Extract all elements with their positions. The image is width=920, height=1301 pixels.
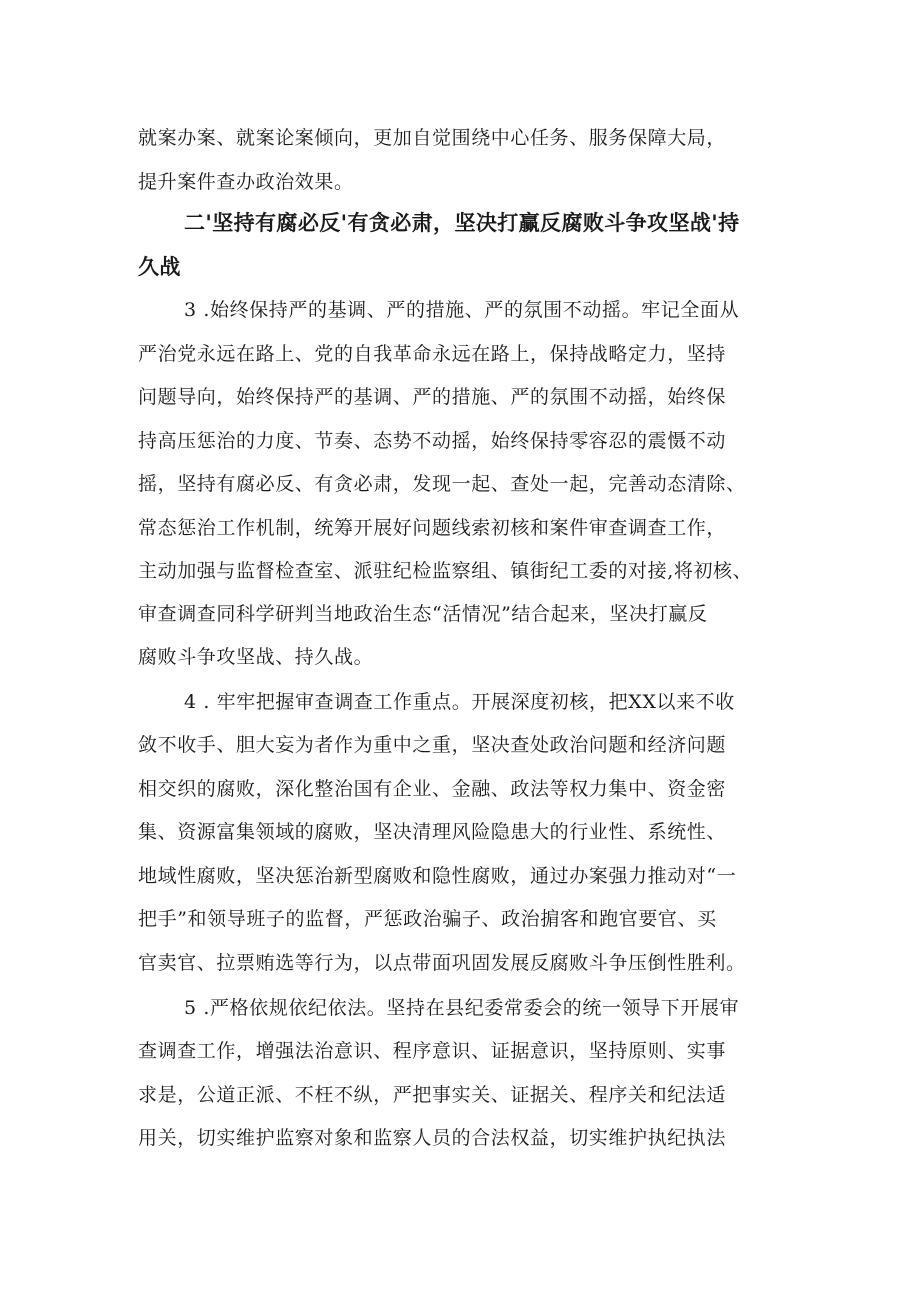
item4-line-6: 把手”和领导班子的监督，严惩政治骗子、政治掮客和跑官要官、买 xyxy=(138,908,717,930)
item4-line-7: 官卖官、拉票贿选等行为，以点带面巩固发展反腐败斗争压倒性胜利。 xyxy=(138,952,746,974)
item3-line-8: 审查调查同科学研判当地政治生态“活情况”结合起来，坚决打赢反 xyxy=(138,603,708,625)
item3-line-7: 主动加强与监督检查室、派驻纪检监察组、镇街纪工委的对接,将初核、 xyxy=(138,560,753,582)
item3-line-1: 3 .始终保持严的基调、严的措施、严的氛围不动摇。牢记全面从 xyxy=(184,299,740,321)
item4-line-4: 集、资源富集领域的腐败，坚决清理风险隐患大的行业性、系统性、 xyxy=(138,821,727,843)
item4-line-5: 地域性腐败，坚决惩治新型腐败和隐性腐败，通过办案强力推动对“一 xyxy=(138,865,737,887)
item4-line-2: 敛不收手、胆大妄为者作为重中之重，坚决查处政治问题和经济问题 xyxy=(138,734,727,756)
item5-line-3: 求是，公道正派、不枉不纵，严把事实关、证据关、程序关和纪法适 xyxy=(138,1084,727,1106)
item3-line-4: 持高压惩治的力度、节奏、态势不动摇，始终保持零容忍的震慑不动 xyxy=(138,430,727,452)
item4-line-1: 4 . 牢牢把握审查调查工作重点。开展深度初核，把XX以来不收 xyxy=(184,691,735,713)
item3-line-9: 腐败斗争攻坚战、持久战。 xyxy=(138,646,374,668)
intro-line-2: 提升案件查办政治效果。 xyxy=(138,171,354,193)
intro-line-1: 就案办案、就案论案倾向，更加自觉围绕中心任务、服务保障大局， xyxy=(138,127,727,149)
section-heading-line-2: 久战 xyxy=(138,255,181,279)
item5-line-4: 用关，切实维护监察对象和监察人员的合法权益，切实维护执纪执法 xyxy=(138,1127,727,1149)
item3-line-5: 摇，坚持有腐必反、有贪必肃，发现一起、查处一起，完善动态清除、 xyxy=(138,473,746,495)
section-heading-line-1: 二'坚持有腐必反'有贪必肃，坚决打赢反腐败斗争攻坚战'持 xyxy=(184,211,740,235)
item4-line-3: 相交织的腐败，深化整治国有企业、金融、政法等权力集中、资金密 xyxy=(138,778,727,800)
item5-line-2: 查调查工作，增强法治意识、程序意识、证据意识，坚持原则、实事 xyxy=(138,1040,727,1062)
item3-line-2: 严治党永远在路上、党的自我革命永远在路上，保持战略定力，坚持 xyxy=(138,343,727,365)
item3-line-3: 问题导向，始终保持严的基调、严的措施、严的氛围不动摇，始终保 xyxy=(138,386,727,408)
item3-line-6: 常态惩治工作机制，统筹开展好问题线索初核和案件审查调查工作， xyxy=(138,517,727,539)
item5-line-1: 5 .严格依规依纪依法。坚持在县纪委常委会的统一领导下开展审 xyxy=(184,997,740,1019)
